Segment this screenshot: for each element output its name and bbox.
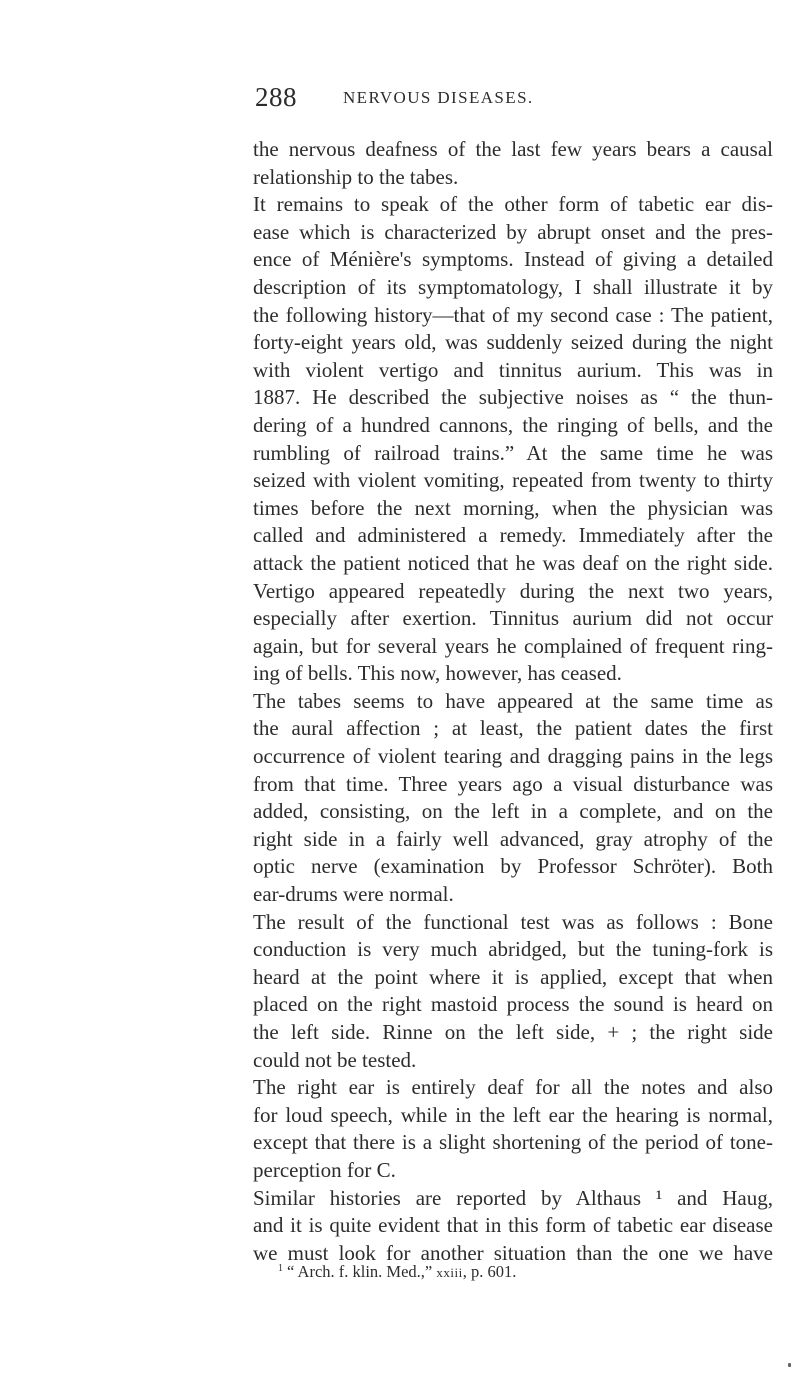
text-line: dering of a hundred cannons, the ringing of bells, and the: [253, 412, 773, 437]
text-line: again, but for several years he complained of frequent ring-: [253, 633, 773, 658]
text-line: and it is quite evident that in this form of tabetic ear disease: [253, 1213, 773, 1238]
footnote-text-after: , p. 601.: [462, 1262, 517, 1281]
text-line: relationship to the tabes.: [253, 164, 459, 189]
text-line: times before the next morning, when the physician was: [253, 495, 773, 520]
text-line: from that time. Three years ago a visual disturbance was: [253, 771, 773, 796]
text-line: optic nerve (examination by Professor Schröter). Both: [253, 854, 773, 879]
text-line: ing of bells. This now, however, has ceased.: [253, 661, 622, 686]
text-line: The right ear is entirely deaf for all the notes and also: [253, 1075, 773, 1100]
text-line: occurrence of violent tearing and dragging pains in the legs: [253, 744, 773, 769]
text-line: forty-eight years old, was suddenly seized during the night: [253, 330, 773, 355]
text-line: we must look for another situation than the one we have: [253, 1240, 773, 1265]
text-line: description of its symptomatology, I shall illustrate it by: [253, 274, 773, 299]
text-line: conduction is very much abridged, but the tuning-fork is: [253, 937, 773, 962]
footnote-volume: xxiii: [436, 1265, 463, 1280]
text-line: added, consisting, on the left in a complete, and on the: [253, 799, 773, 824]
text-line: right side in a fairly well advanced, gray atrophy of the: [253, 826, 773, 851]
text-line: heard at the point where it is applied, except that when: [253, 964, 773, 989]
text-line: the nervous deafness of the last few years bears a causal: [253, 137, 773, 161]
footnote-marker: 1: [278, 1262, 283, 1274]
footnote-text-before: “ Arch. f. klin. Med.,”: [287, 1262, 437, 1281]
text-line: Similar histories are reported by Althaus ¹ and Haug,: [253, 1185, 773, 1210]
text-line: placed on the right mastoid process the sound is heard on: [253, 992, 773, 1017]
text-line: seized with violent vomiting, repeated from twenty to thirty: [253, 468, 773, 493]
text-line: for loud speech, while in the left ear the hearing is normal,: [253, 1102, 773, 1127]
text-line: ease which is characterized by abrupt onset and the pres-: [253, 219, 773, 244]
text-line: the following history—that of my second case : The patient,: [253, 302, 773, 327]
text-line: It remains to speak of the other form of tabetic ear dis-: [253, 192, 773, 217]
text-line: perception for C.: [253, 1157, 396, 1182]
text-line: Vertigo appeared repeatedly during the next two years,: [253, 578, 773, 603]
footnote: [278, 1262, 516, 1282]
text-line: The result of the functional test was as follows : Bone: [253, 909, 773, 934]
header-title: NERVOUS DISEASES.: [343, 88, 534, 107]
text-line: the left side. Rinne on the left side, + ; the right side: [253, 1020, 773, 1044]
text-line: 1887. He described the subjective noises as “ the thun-: [253, 385, 773, 410]
text-line: except that there is a slight shortening of the period of tone-: [253, 1130, 773, 1155]
paper-speck: [788, 1363, 791, 1367]
text-line: rumbling of railroad trains.” At the same time he was: [253, 440, 773, 465]
text-line: with violent vertigo and tinnitus aurium. This was in: [253, 357, 773, 382]
text-line: The tabes seems to have appeared at the same time as: [253, 688, 773, 713]
text-line: especially after exertion. Tinnitus aurium did not occur: [253, 606, 773, 631]
text-line: the aural affection ; at least, the patient dates the first: [253, 716, 773, 741]
page-number: 288: [255, 82, 297, 112]
text-line: attack the patient noticed that he was deaf on the right side.: [253, 550, 773, 575]
text-line: ence of Ménière's symptoms. Instead of giving a detailed: [253, 247, 773, 272]
body-text: [253, 136, 773, 1267]
text-line: called and administered a remedy. Immediately after the: [253, 523, 773, 548]
text-line: could not be tested.: [253, 1047, 417, 1072]
running-head: [255, 82, 775, 112]
text-line: ear-drums were normal.: [253, 882, 454, 907]
